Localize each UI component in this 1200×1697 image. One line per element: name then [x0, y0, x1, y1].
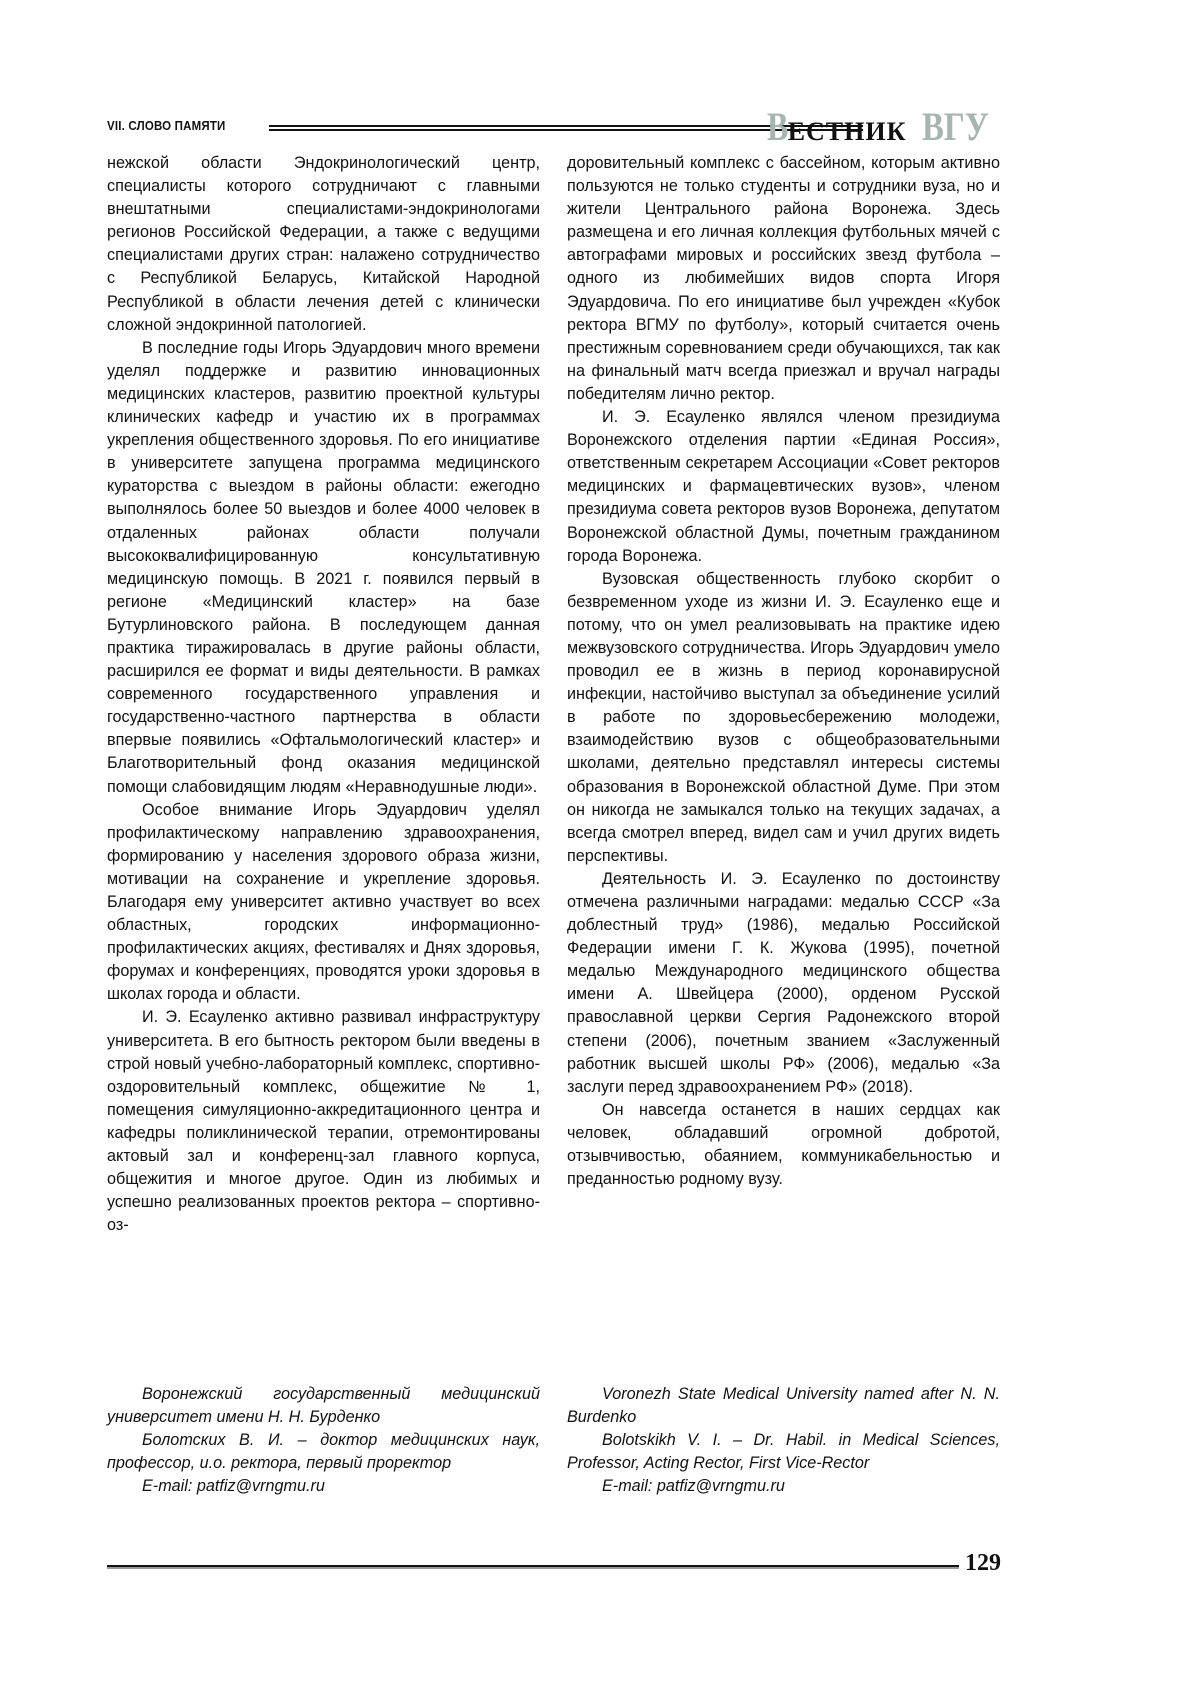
page-number: 129: [965, 1550, 1001, 1576]
paragraph: Он навсегда останется в наших сердцах как человек, обладавший огромной добротой, отзывчивостью, обаянием, коммуникабельностью и преданностью родному вузу.: [567, 1100, 1000, 1189]
logo-abbrev: ВГУ: [922, 104, 990, 149]
author-email[interactable]: E-mail: patfiz@vrngmu.ru: [602, 1477, 785, 1496]
institution: Voronezh State Medical University named after N. N. Burdenko: [567, 1385, 1000, 1427]
paragraph: доровительный комплекс с бассейном, которым активно пользуются не только студенты и сотрудники вуза, но и жители Центрального района Воронежа. Здесь размещена и его личная коллекция футбольных мячей с автографами мировых и российских звезд футбола – одного из любимейших видов спорта Игоря Эдуардовича. По его инициативе был учрежден «Кубок ректора ВГМУ по футболу», который считается очень престижным соревнованием среди обучающихся, так как на финальный матч всегда приезжал и вручал награды победителям лично ректор.: [567, 154, 1000, 403]
right-column: [567, 152, 1000, 1191]
author-email[interactable]: E-mail: patfiz@vrngmu.ru: [142, 1477, 325, 1496]
affiliation-ru: [107, 1383, 540, 1498]
section-label: VII. СЛОВО ПАМЯТИ: [107, 119, 226, 133]
paragraph: Вузовская общественность глубоко скорбит о безвременном уходе из жизни И. Э. Есауленко еще и потому, что он умел реализовывать на практике идею межвузовского сотрудничества. Игорь Эдуардович умело проводил ее в жизнь в период коронавирусной инфекции, настойчиво выступал за объединение усилий в работе по здоровьесбережению молодежи, взаимодействию вузов с общеобразовательными школами, деятельно представлял интересы системы образования в Воронежской областной Думе. При этом он никогда не замыкался только на текущих задачах, а всегда смотрел вперед, видел сам и учил других видеть перспективы.: [567, 569, 1000, 865]
paragraph: Деятельность И. Э. Есауленко по достоинству отмечена различными наградами: медалью СССР «За доблестный труд» (1986), медалью Российской Федерации имени Г. К. Жукова (1995), почетной медалью Международного медицинского общества имени А. Швейцера (2000), орденом Русской православной церкви Сергия Радонежского второй степени (2006), почетным званием «Заслуженный работник высшей школы РФ» (2006), медалью «За заслуги перед здравоохранением РФ» (2018).: [567, 869, 1000, 1096]
journal-logo: [767, 103, 1004, 150]
rule-line: [107, 1567, 959, 1569]
paragraph: В последние годы Игорь Эдуардович много времени уделял поддержке и развитию инновационных медицинских кластеров, развитию проектной культуры клинических кафедр и участию их в программах укрепления общественного здоровья. По его инициативе в университете запущена программа медицинского кураторства с выездом в районы области: ежегодно выполнялось более 50 выездов и более 4000 человек в отдаленных районах области получали высококвалифицированную консультативную медицинскую помощь. В 2021 г. появился первый в регионе «Медицинский кластер» на базе Бутурлиновского района. В последующем данная практика тиражировалась в другие районы области, расширился ее формат и виды деятельности. В рамках современного государственного управления и государственно-частного партнерства в области впервые появились «Офтальмологический кластер» и Благотворительный фонд оказания медицинской помощи слабовидящим людям «Неравнодушные люди».: [107, 338, 540, 796]
institution: Воронежский государственный медицинский университет имени Н. Н. Бурденко: [107, 1385, 540, 1427]
paragraph: И. Э. Есауленко активно развивал инфраструктуру университета. В его бытность ректором были введены в строй новый учебно-лабораторный комплекс, спортивно-оздоровительный комплекс, общежитие № 1, помещения симуляционно-аккредитационного центра и кафедры поликлинической терапии, отремонтированы актовый зал и конференц-зал главного корпуса, общежития и многое другое. Один из любимых и успешно реализованных проектов ректора – спортивно-оз-: [107, 1008, 540, 1235]
author-credentials: Bolotskikh V. I. – Dr. Habil. in Medical Sciences, Professor, Acting Rector, First Vice-Rector: [567, 1431, 1000, 1473]
paragraph: Особое внимание Игорь Эдуардович уделял профилактическому направлению здравоохранения, формированию у населения здорового образа жизни, мотивации на сохранение и укрепление здоровья. Благодаря ему университет активно участвует во всех областных, городских информационно-профилактических акциях, фестивалях и Днях здоровья, форумах и конференциях, проводятся уроки здоровья в школах города и области.: [107, 800, 540, 1004]
footer-rule: [107, 1565, 959, 1569]
logo-word: ЕСТНИК: [787, 117, 907, 146]
logo-initial: В: [767, 104, 789, 149]
affiliation-en: [567, 1383, 1000, 1498]
author-credentials: Болотских В. И. – доктор медицинских наук, профессор, и.о. ректора, первый проректор: [107, 1431, 540, 1473]
page-header: [107, 103, 1007, 149]
paragraph: нежской области Эндокринологический центр, специалисты которого сотрудничают с главными внештатными специалистами-эндокринологами регионов Российской Федерации, а также с ведущими специалистами других стран: налажено сотрудничество с Республикой Беларусь, Китайской Народной Республикой в области лечения детей с клинически сложной эндокринной патологией.: [107, 154, 540, 334]
left-column: [107, 152, 540, 1237]
paragraph: И. Э. Есауленко являлся членом президиума Воронежского отделения партии «Единая Россия», ответственным секретарем Ассоциации «Совет ректоров медицинских и фармацевтических вузов», членом президиума совета ректоров вузов Воронежа, депутатом Воронежской областной Думы, почетным гражданином города Воронежа.: [567, 408, 1000, 565]
